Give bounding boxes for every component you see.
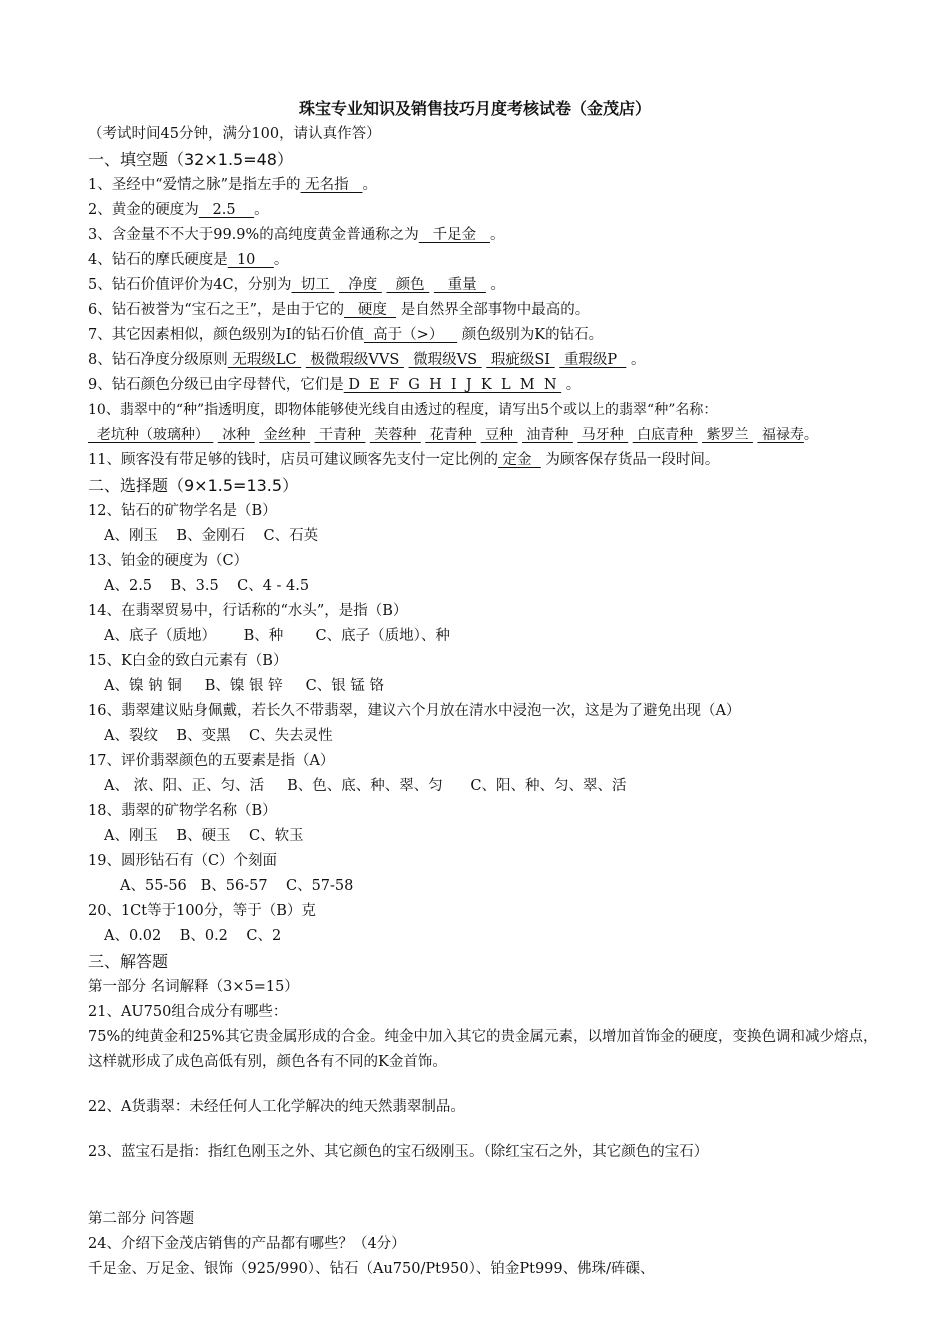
question-4: 4、钻石的摩氏硬度是 10 。 bbox=[88, 252, 289, 268]
section-choice-heading: 二、选择题（9×1.5=13.5） bbox=[88, 476, 299, 495]
question-2: 2、黄金的硬度为 2.5 。 bbox=[88, 202, 269, 218]
question-24: 24、介绍下金茂店销售的产品都有哪些？（4分） bbox=[88, 1236, 406, 1252]
options-13: A、2.5 B、3.5 C、4 - 4.5 bbox=[104, 578, 310, 594]
answer-11: 定金 bbox=[497, 452, 541, 468]
part1-heading: 第一部分 名词解释（3×5=15） bbox=[88, 979, 299, 995]
jade-type-item: 福禄寿 bbox=[757, 427, 804, 443]
answer-6: 硬度 bbox=[344, 302, 397, 318]
question-9: 9、钻石颜色分级已由字母替代，它们是 D E F G H I J K L M N 。 bbox=[88, 377, 581, 393]
jade-type-item: 金丝种 bbox=[259, 427, 311, 443]
answer-24: 千足金、万足金、银饰（925/990）、钻石（Au750/Pt950）、铂金Pt999、佛珠/砗磲、 bbox=[88, 1261, 655, 1277]
answer-9: D E F G H I J K L M N bbox=[343, 377, 562, 393]
options-12: A、刚玉 B、金刚石 C、石英 bbox=[104, 528, 319, 544]
jade-type-item: 芙蓉种 bbox=[369, 427, 421, 443]
options-14: A、底子（质地） B、种 C、底子（质地）、种 bbox=[104, 628, 450, 644]
answer-3: 千足金 bbox=[418, 227, 490, 243]
section-fill-blank-heading: 一、填空题（32×1.5=48） bbox=[88, 150, 293, 169]
question-7: 7、其它因素相似，颜色级别为I的钻石价值 高于（>） 颜色级别为K的钻石。 bbox=[88, 327, 604, 343]
jade-type-item: 豆种 bbox=[480, 427, 518, 443]
options-20: A、0.02 B、0.2 C、2 bbox=[104, 928, 282, 944]
answer-10-list: 老坑种（玻璃种） 冰种 金丝种 干青种 芙蓉种 花青种 豆种 油青种 马牙种 白底青种 紫罗兰 福禄寿。 bbox=[88, 427, 818, 443]
question-14: 14、在翡翠贸易中，行话称的“水头”，是指（B） bbox=[88, 603, 408, 619]
answer-8-vvs: 极微瑕级VVS bbox=[305, 352, 404, 368]
answer-4: 10 bbox=[227, 252, 274, 268]
answer-5-cut: 切工 bbox=[291, 277, 335, 293]
question-8: 8、钻石净度分级原则 无瑕级LC 极微瑕级VVS 微瑕级VS 瑕疵级SI 重瑕级P 。 bbox=[88, 352, 646, 368]
question-17: 17、评价翡翠颜色的五要素是指（A） bbox=[88, 753, 335, 769]
exam-note: （考试时间45分钟，满分100，请认真作答） bbox=[88, 126, 381, 142]
question-16: 16、翡翠建议贴身佩戴，若长久不带翡翠，建议六个月放在清水中浸泡一次，这是为了避免出现（A） bbox=[88, 703, 741, 719]
options-18: A、刚玉 B、硬玉 C、软玉 bbox=[104, 828, 304, 844]
question-11: 11、顾客没有带足够的钱时，店员可建议顾客先支付一定比例的 定金 为顾客保存货品一段时间。 bbox=[88, 452, 720, 468]
answer-1: 无名指 bbox=[300, 177, 363, 193]
answer-7: 高于（>） bbox=[363, 327, 458, 343]
options-19: A、55-56 B、56-57 C、57-58 bbox=[120, 878, 354, 894]
question-22: 22、A货翡翠：未经任何人工化学解决的纯天然翡翠制品。 bbox=[88, 1099, 465, 1115]
question-15: 15、K白金的致白元素有（B） bbox=[88, 653, 288, 669]
options-16: A、裂纹 B、变黑 C、失去灵性 bbox=[104, 728, 333, 744]
answer-8-si: 瑕疵级SI bbox=[486, 352, 555, 368]
question-6: 6、钻石被誉为“宝石之王”，是由于它的 硬度 是自然界全部事物中最高的。 bbox=[88, 302, 590, 318]
answer-21: 75%的纯黄金和25%其它贵金属形成的合金。纯金中加入其它的贵金属元素，以增加首饰金的硬度，变换色调和减少熔点，这样就形成了成色高低有别，颜色各有不同的K金首饰。 bbox=[88, 1029, 878, 1070]
answer-5-color: 颜色 bbox=[386, 277, 430, 293]
answer-8-p: 重瑕级P bbox=[559, 352, 627, 368]
jade-type-item: 白底青种 bbox=[632, 427, 698, 443]
question-20: 20、1Ct等于100分，等于（B）克 bbox=[88, 903, 316, 919]
jade-type-item: 冰种 bbox=[217, 427, 255, 443]
document-title: 珠宝专业知识及销售技巧月度考核试卷（金茂店） bbox=[298, 99, 651, 118]
question-3: 3、含金量不不大于99.9%的高纯度黄金普通称之为 千足金 。 bbox=[88, 227, 505, 243]
question-19: 19、圆形钻石有（C）个刻面 bbox=[88, 853, 278, 869]
question-10: 10、翡翠中的“种”指透明度，即物体能够使光线自由透过的程度，请写出5个或以上的翡翠“种”名称： bbox=[88, 402, 718, 418]
jade-type-item: 油青种 bbox=[521, 427, 573, 443]
jade-type-item: 老坑种（玻璃种） bbox=[88, 427, 214, 443]
question-21: 21、AU750组合成分有哪些： bbox=[88, 1004, 288, 1020]
question-1: 1、圣经中“爱情之脉”是指左手的 无名指 。 bbox=[88, 177, 377, 193]
exam-content bbox=[88, 122, 878, 1282]
jade-type-item: 马牙种 bbox=[577, 427, 629, 443]
answer-5-clarity: 净度 bbox=[338, 277, 382, 293]
question-18: 18、翡翠的矿物学名称（B） bbox=[88, 803, 277, 819]
jade-type-item: 花青种 bbox=[425, 427, 477, 443]
answer-8-lc: 无瑕级LC bbox=[227, 352, 302, 368]
answer-2: 2.5 bbox=[198, 202, 255, 218]
section-answer-heading: 三、解答题 bbox=[88, 952, 169, 971]
answer-5-carat: 重量 bbox=[433, 277, 486, 293]
options-15: A、镍 钠 铜 B、镍 银 锌 C、银 锰 铬 bbox=[104, 678, 384, 694]
question-5: 5、钻石价值评价为4C，分别为 切工 净度 颜色 重量 。 bbox=[88, 277, 506, 293]
jade-type-item: 紫罗兰 bbox=[702, 427, 753, 443]
question-23: 23、蓝宝石是指：指红色刚玉之外、其它颜色的宝石级刚玉。（除红宝石之外，其它颜色的宝石） bbox=[88, 1144, 709, 1160]
question-13: 13、铂金的硬度为（C） bbox=[88, 553, 249, 569]
jade-type-item: 干青种 bbox=[314, 427, 366, 443]
part2-heading: 第二部分 问答题 bbox=[88, 1211, 195, 1227]
answer-8-vs: 微瑕级VS bbox=[408, 352, 482, 368]
options-17: A、 浓、阳、正、匀、活 B、色、底、种、翠、匀 C、阳、种、匀、翠、活 bbox=[104, 778, 627, 794]
question-12: 12、钻石的矿物学名是（B） bbox=[88, 503, 277, 519]
